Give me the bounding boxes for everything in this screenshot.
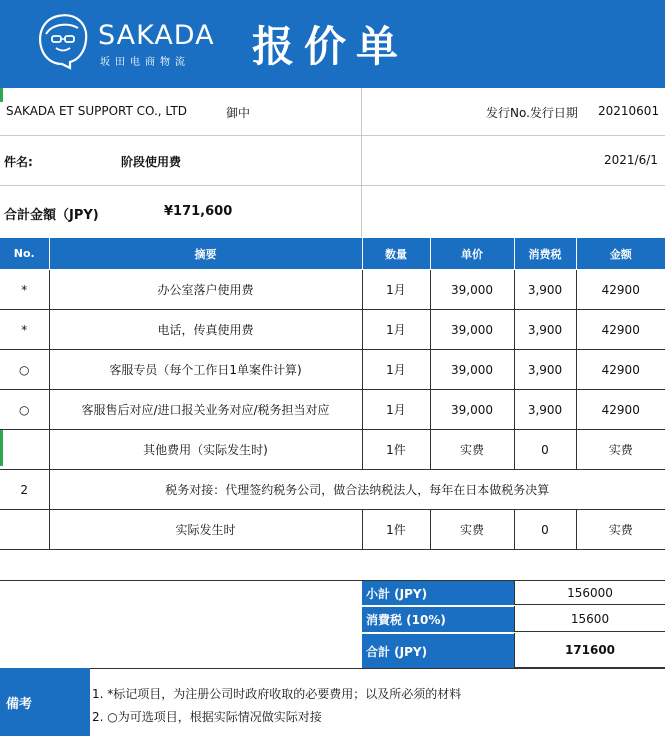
column-header: No. xyxy=(0,238,49,270)
cell-description: 办公室落户使用费 xyxy=(49,270,362,310)
divider xyxy=(361,88,362,237)
table-header-row xyxy=(0,238,665,270)
tax-label: 消費税 (10%) xyxy=(362,606,514,632)
cell-amount: 42900 xyxy=(576,310,665,350)
cell-unit-price: 39,000 xyxy=(430,270,514,310)
cell-quantity: 1月 xyxy=(362,270,430,310)
table-row xyxy=(0,510,665,550)
column-header: 金额 xyxy=(576,238,665,270)
remark-line: 1. *标记项目，为注册公司时政府收取的必要费用；以及所必须的材料 xyxy=(92,687,462,701)
cell-no: * xyxy=(0,270,49,310)
cell-quantity: 1件 xyxy=(362,430,430,470)
logo-face-icon xyxy=(34,10,92,70)
cell-quantity: 1月 xyxy=(362,350,430,390)
remarks-label: 備考 xyxy=(0,668,90,736)
column-header: 单价 xyxy=(430,238,514,270)
subject-label: 件名: xyxy=(4,155,33,169)
cell-tax: 3,900 xyxy=(514,270,576,310)
cell-unit-price: 实费 xyxy=(430,510,514,550)
cell-unit-price: 实费 xyxy=(430,430,514,470)
cell-tax: 3,900 xyxy=(514,350,576,390)
cell-quantity: 1月 xyxy=(362,390,430,430)
cell-tax: 3,900 xyxy=(514,310,576,350)
total-amount-value: ¥171,600 xyxy=(164,204,233,219)
cell-no: * xyxy=(0,310,49,350)
logo-text: SAKADA xyxy=(98,20,215,51)
cell-description: 税务对接：代理签约税务公司，做合法纳税法人，每年在日本做税务决算 xyxy=(49,470,665,510)
cell-tax: 0 xyxy=(514,430,576,470)
table-row xyxy=(0,310,665,350)
cell-amount: 42900 xyxy=(576,350,665,390)
cell-amount: 实费 xyxy=(576,430,665,470)
subtotal-value: 156000 xyxy=(514,581,665,605)
company-name: SAKADA ET SUPPORT CO., LTD xyxy=(6,104,188,118)
column-header: 摘要 xyxy=(49,238,362,270)
cell-description: 电话，传真使用费 xyxy=(49,310,362,350)
grand-total-label: 合計 (JPY) xyxy=(362,633,514,668)
cell-description: 实际发生时 xyxy=(49,510,362,550)
cell-amount: 42900 xyxy=(576,270,665,310)
table-row xyxy=(0,270,665,310)
issue-label: 发行No.发行日期 xyxy=(486,106,578,120)
cell-no: ○ xyxy=(0,350,49,390)
subject-value: 阶段使用费 xyxy=(121,155,182,169)
cell-unit-price: 39,000 xyxy=(430,310,514,350)
cell-description: 客服专员（每个工作日1单案件计算) xyxy=(49,350,362,390)
grand-total-value: 171600 xyxy=(514,633,665,668)
quote-items-table xyxy=(0,237,665,550)
divider xyxy=(0,185,665,186)
table-row xyxy=(0,350,665,390)
cell-quantity: 1月 xyxy=(362,310,430,350)
divider xyxy=(0,668,665,669)
honorific: 御中 xyxy=(226,106,251,120)
page-title: 报价单 xyxy=(252,22,409,71)
tax-value: 15600 xyxy=(514,606,665,632)
cell-description: 其他费用（实际发生时) xyxy=(49,430,362,470)
cell-tax: 0 xyxy=(514,510,576,550)
header-banner xyxy=(0,0,665,88)
cell-amount: 42900 xyxy=(576,390,665,430)
cell-tax: 3,900 xyxy=(514,390,576,430)
row-marker xyxy=(0,88,3,102)
subtotal-label: 小計 (JPY) xyxy=(362,581,514,605)
cell-no: 2 xyxy=(0,470,49,510)
cell-no: ○ xyxy=(0,390,49,430)
table-row xyxy=(0,430,665,470)
cell-quantity: 1件 xyxy=(362,510,430,550)
cell-amount: 实费 xyxy=(576,510,665,550)
divider xyxy=(0,135,665,136)
cell-unit-price: 39,000 xyxy=(430,350,514,390)
cell-unit-price: 39,000 xyxy=(430,390,514,430)
table-row xyxy=(0,470,665,510)
cell-description: 客服售后对应/进口报关业务对应/税务担当对应 xyxy=(49,390,362,430)
document-date: 2021/6/1 xyxy=(604,153,658,167)
total-amount-label: 合計金額（JPY) xyxy=(4,208,99,223)
remark-line: 2. ○为可选项目，根据实际情况做实际对接 xyxy=(92,710,322,724)
cell-no xyxy=(0,510,49,550)
logo-subtitle: 坂田电商物流 xyxy=(100,57,190,68)
issue-number: 20210601 xyxy=(598,104,660,118)
cell-no xyxy=(0,430,49,470)
table-row xyxy=(0,390,665,430)
column-header: 消费税 xyxy=(514,238,576,270)
column-header: 数量 xyxy=(362,238,430,270)
